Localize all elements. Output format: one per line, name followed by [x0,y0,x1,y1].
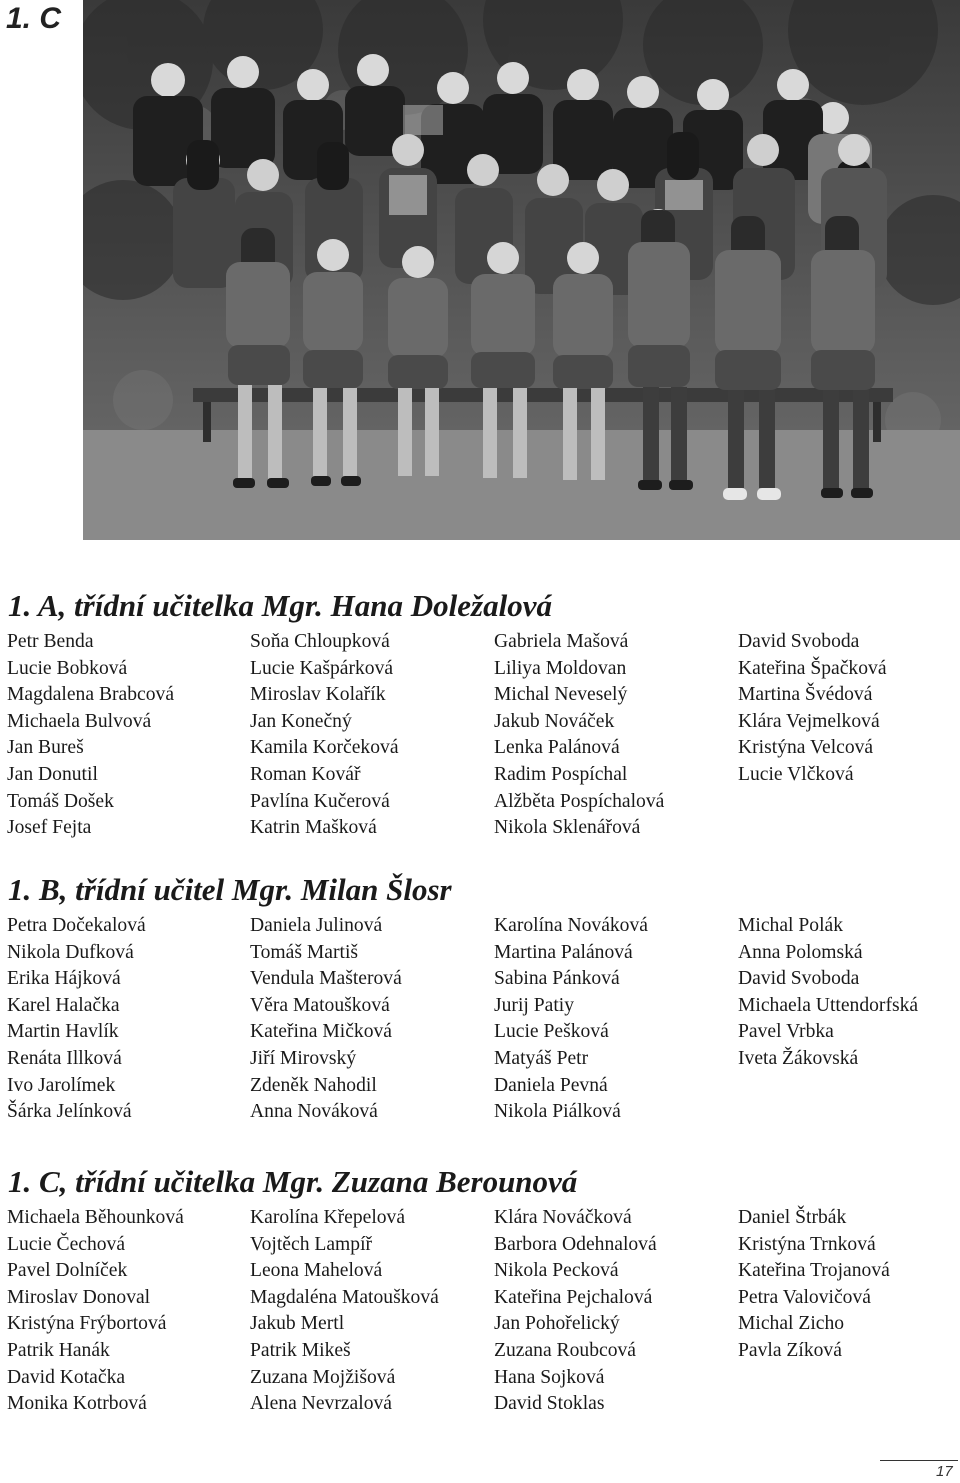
student-name: Soňa Chloupková [250,631,390,652]
student-name: Kateřina Pejchalová [494,1286,653,1308]
student-name: Šárka Jelínková [7,1101,132,1123]
name-list-1a [7,629,955,842]
student-name: Jan Pohořelický [494,1313,620,1335]
student-name: David Svoboda [738,968,860,990]
student-name: Tomáš Došek [7,790,114,812]
student-name: Kamila Korčeková [250,737,399,759]
footer-rule [880,1460,958,1461]
student-name: Pavel Dolníček [7,1260,128,1282]
student-name: Věra Matoušková [250,994,390,1016]
student-name: Martin Havlík [7,1021,119,1043]
student-name: Michaela Běhounková [7,1207,184,1228]
student-name: Lucie Kašpárková [250,657,394,679]
name-column-1 [7,629,250,842]
student-name: Martina Palánová [494,941,633,963]
student-name: Anna Polomská [738,941,863,963]
student-name: Barbora Odehnalová [494,1233,657,1255]
student-name: Pavla Zíková [738,1339,842,1361]
student-name: Zuzana Roubcová [494,1339,636,1361]
name-column-2 [250,913,494,1126]
student-name: Zdeněk Nahodil [250,1074,377,1096]
student-name: Jan Konečný [250,710,352,732]
name-column-4 [738,913,955,1126]
class-photo-illustration [83,0,960,540]
student-name: Anna Nováková [250,1101,378,1123]
section-heading-1b: 1. B, třídní učitel Mgr. Milan Šlosr [8,872,452,907]
student-name: Kristýna Frýbortová [7,1313,167,1335]
student-name: Daniel Štrbák [738,1207,847,1228]
section-heading-1c: 1. C, třídní učitelka Mgr. Zuzana Berounová [8,1164,578,1199]
student-name: Miroslav Donoval [7,1286,151,1308]
student-name: Liliya Moldovan [494,657,627,679]
student-name: Karolína Křepelová [250,1207,406,1228]
student-name: David Svoboda [738,631,860,652]
student-name: Magdalena Brabcová [7,684,175,706]
student-name: Jiří Mirovský [250,1047,357,1069]
student-name: Alžběta Pospíchalová [494,790,665,812]
student-name: Lucie Bobková [7,657,128,679]
student-name: Tomáš Martiš [250,941,359,963]
student-name: Petra Dočekalová [7,915,146,936]
student-name: Miroslav Kolařík [250,684,386,706]
student-name: Klára Vejmelková [738,710,880,732]
student-name: Lucie Čechová [7,1233,126,1255]
student-name: Petr Benda [7,631,94,652]
student-name: Karolína Nováková [494,915,648,936]
page-number: 17 [936,1463,953,1480]
student-name: Michaela Uttendorfská [738,994,919,1016]
name-column-2 [250,629,494,842]
student-name: Kateřina Mičková [250,1021,392,1043]
student-name: Michal Neveselý [494,684,628,706]
student-name: Zuzana Mojžišová [250,1366,396,1388]
student-name: Kristýna Velcová [738,737,874,759]
student-name: Jan Bureš [7,737,84,759]
student-name: Kristýna Trnková [738,1233,876,1255]
student-name: Lucie Pešková [494,1021,609,1043]
student-name: Radim Pospíchal [494,763,628,785]
student-name: Erika Hájková [7,968,121,990]
student-name: Nikola Dufková [7,941,134,963]
student-name: Kateřina Trojanová [738,1260,890,1282]
student-name: Ivo Jarolímek [7,1074,116,1096]
student-name: Karel Halačka [7,994,120,1016]
student-name: Alena Nevrzalová [250,1393,392,1415]
student-name: Nikola Sklenářová [494,817,641,839]
student-name: Kateřina Špačková [738,657,887,679]
student-name: Martina Švédová [738,684,873,706]
student-name: Patrik Hanák [7,1339,110,1361]
student-name: Jakub Nováček [494,710,615,732]
page-corner-title: 1. C [6,2,62,35]
student-name: David Stoklas [494,1393,605,1415]
student-name: Hana Sojková [494,1366,605,1388]
student-name: Nikola Pecková [494,1260,619,1282]
student-name: Patrik Mikeš [250,1339,351,1361]
student-name: David Kotačka [7,1366,126,1388]
section-heading-1a: 1. A, třídní učitelka Mgr. Hana Doležalová [8,588,552,623]
student-name: Sabina Pánková [494,968,620,990]
student-name: Jurij Patiy [494,994,575,1016]
name-column-4 [738,629,955,842]
student-name: Jan Donutil [7,763,98,785]
name-column-3 [494,629,738,842]
student-name: Monika Kotrbová [7,1393,147,1415]
student-name: Nikola Piálková [494,1101,621,1123]
student-name: Michal Zicho [738,1313,845,1335]
student-name: Michal Polák [738,915,844,936]
name-column-2 [250,1205,494,1418]
student-name: Gabriela Mašová [494,631,629,652]
student-name: Magdaléna Matoušková [250,1286,439,1308]
student-name: Daniela Pevná [494,1074,608,1096]
name-column-3 [494,913,738,1126]
name-column-1 [7,1205,250,1418]
student-name: Lenka Palánová [494,737,620,759]
name-column-4 [738,1205,955,1418]
student-name: Pavel Vrbka [738,1021,834,1043]
student-name: Katrin Mašková [250,817,377,839]
name-list-1c [7,1205,955,1418]
student-name: Vojtěch Lampíř [250,1233,373,1255]
name-column-1 [7,913,250,1126]
student-name: Jakub Mertl [250,1313,345,1335]
student-name: Iveta Žákovská [738,1047,859,1069]
class-group-photo [83,0,960,540]
student-name: Daniela Julinová [250,915,383,936]
student-name: Klára Nováčková [494,1207,632,1228]
student-name: Renáta Illková [7,1047,122,1069]
student-name: Roman Kovář [250,763,361,785]
student-name: Leona Mahelová [250,1260,383,1282]
student-name: Vendula Mašterová [250,968,402,990]
name-column-3 [494,1205,738,1418]
student-name: Matyáš Petr [494,1047,589,1069]
student-name: Petra Valovičová [738,1286,871,1308]
student-name: Lucie Vlčková [738,763,854,785]
student-name: Pavlína Kučerová [250,790,390,812]
student-name: Michaela Bulvová [7,710,152,732]
student-name: Josef Fejta [7,817,92,839]
name-list-1b [7,913,955,1126]
